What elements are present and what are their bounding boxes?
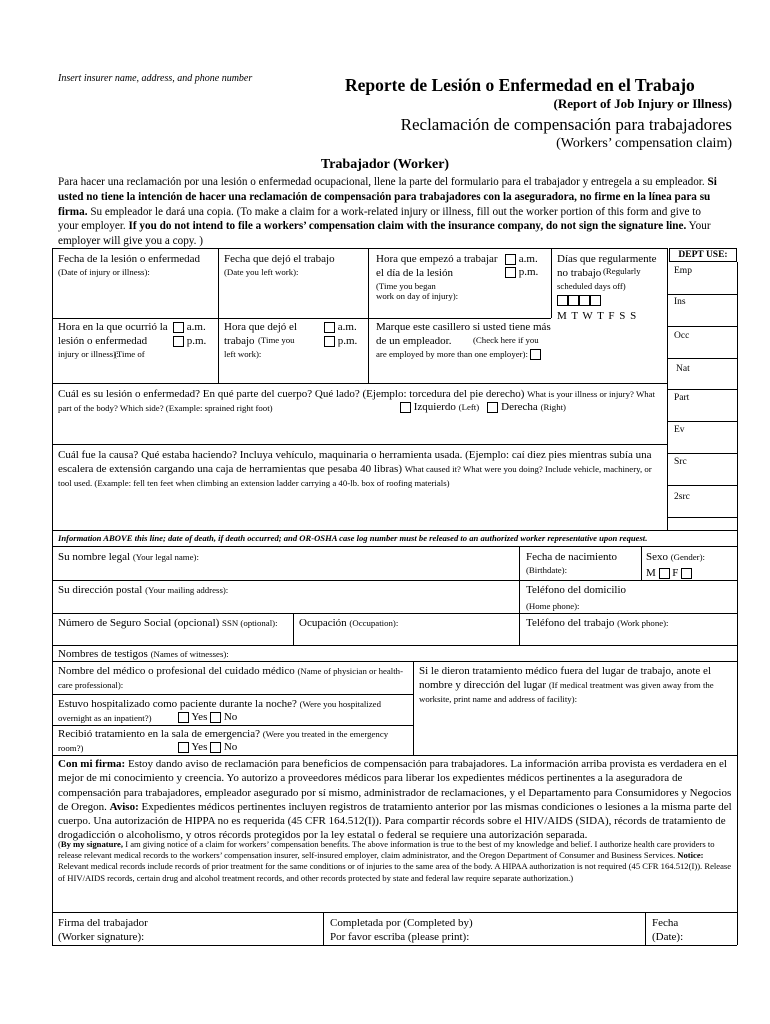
dept-use-ins: Ins [674, 297, 686, 307]
am-checkbox[interactable] [173, 322, 184, 333]
er-question: Recibió tratamiento en la sala de emergencia? (Were you treated in the emergency room?) [58, 728, 389, 753]
birthdate-field[interactable]: Fecha de nacimiento (Birthdate): [526, 551, 618, 575]
dept-use-heading: DEPT USE: [669, 248, 737, 262]
dept-use-emp: Emp [674, 266, 692, 276]
legal-name-field[interactable]: Su nombre legal (Your legal name): [58, 551, 199, 563]
grid-line [667, 453, 737, 454]
male-checkbox[interactable] [659, 568, 670, 579]
ssn-field[interactable]: Número de Seguro Social (opcional) SSN (optional): [58, 617, 278, 629]
grid-line [293, 613, 294, 645]
grid-line [737, 262, 738, 530]
hospitalized-options: Yes No [178, 711, 237, 725]
er-yes-checkbox[interactable] [178, 742, 189, 753]
pm-checkbox[interactable] [173, 336, 184, 347]
grid-line [52, 694, 413, 695]
grid-line [413, 661, 414, 755]
form-title-en: (Report of Job Injury or Illness) [553, 96, 732, 111]
er-no-checkbox[interactable] [210, 742, 221, 753]
completed-by-field[interactable]: Completada por (Completed by) Por favor escriba (please print): [330, 917, 473, 943]
grid-line [52, 580, 737, 581]
am-checkbox[interactable] [324, 322, 335, 333]
grid-line [551, 248, 552, 318]
grid-line [667, 421, 737, 422]
form-subtitle-es: Reclamación de compensación para trabajadores [400, 115, 732, 134]
time-left-work-field[interactable]: Hora que dejó el trabajo left work): [224, 321, 297, 359]
am-checkbox[interactable] [505, 254, 516, 265]
scheduled-days-off-field: Días que regularmente no trabajo scheduled days off) M T W T F S S [557, 253, 665, 324]
worker-section-heading: Trabajador (Worker) [320, 157, 450, 172]
grid-line [323, 912, 324, 945]
dept-use-2src: 2src [674, 492, 690, 502]
grid-line [641, 547, 642, 580]
injury-description-field[interactable]: Cuál es su lesión o enfermedad? En qué parte del cuerpo? Qué lado? (Ejemplo: torcedura del pie derecho) What is your illness or injury? What part of the body? Which side? (Example: sprained right foot) [58, 388, 655, 413]
grid-line [52, 645, 737, 646]
dept-use-ev: Ev [674, 425, 685, 435]
right-side-checkbox[interactable] [487, 402, 498, 413]
gender-field: Sexo (Gender): M F [646, 551, 705, 579]
grid-line [667, 326, 737, 327]
date-of-injury-field[interactable]: Fecha de la lesión o enfermedad (Date of injury or illness): [58, 253, 201, 277]
home-phone-field[interactable]: Teléfono del domicilio (Home phone): [526, 584, 627, 611]
grid-line [368, 248, 369, 383]
female-checkbox[interactable] [681, 568, 692, 579]
regularly-label: (Regularly [603, 266, 641, 276]
time-left-am[interactable]: a.m. [324, 321, 357, 335]
grid-line [52, 613, 737, 614]
grid-line [667, 485, 737, 486]
time-of-injury-field[interactable]: Hora en la que ocurrió la lesión o enfermedad injury or illness): [58, 321, 168, 359]
mailing-address-field[interactable]: Su dirección postal (Your mailing address): [58, 584, 229, 596]
release-notice-banner: Information ABOVE this line; date of death, if death occurred; and OR-OSHA case log number must be released to an authorized worker representative upon request. [52, 530, 738, 547]
time-left-pm[interactable]: p.m. [324, 335, 357, 349]
worker-instructions: Para hacer una reclamación por una lesión o enfermedad ocupacional, llene la parte del formulario para el trabajador y entregela a su empleador. Si usted no tiene la intención de hacer una reclamación de compensación para trabajadores con la aseguradora, no firme en la línea para su firma. Su empleador le dará una copia. (To make a claim for a work-related injury or illness, fill out the worker portion of this form and give to your employer. If you do not intend to file a workers’ compensation claim with the insurance company, do not sign the signature line. Your employer will give you a copy. ) [58, 176, 717, 248]
offsite-treatment-field[interactable]: Si le dieron tratamiento médico fuera del lugar de trabajo, anote el nombre y dirección del lugar (If medical treatment was given away from the worksite, print name and address of facility): [419, 665, 714, 704]
side-options: Izquierdo (Left) Derecha (Right) [400, 401, 566, 415]
time-began-pm[interactable]: p.m. [505, 266, 538, 280]
grid-line [645, 912, 646, 945]
left-side-checkbox[interactable] [400, 402, 411, 413]
time-began-work-field[interactable]: Hora que empezó a trabajar el día de la lesión (Time you began work on day of injury): [376, 253, 498, 302]
check-here-label: (Check here if you [473, 335, 539, 345]
day-checkbox[interactable] [557, 295, 568, 306]
dept-use-occ: Occ [674, 331, 690, 341]
time-injury-am[interactable]: a.m. [173, 321, 206, 335]
dept-use-nat: Nat [676, 364, 690, 374]
signature-notice-en: (By my signature, I am giving notice of a claim for workers’ compensation benefits. The above information is true to the best of my knowledge and belief. I authorize health care providers to release relevant medical records to the workers’ compensation insurer, self-insured employer, claim administrator, and the Oregon Department of Consumer and Business Services. Notice: Relevant medical records include records of prior treatment for the same conditions or of injuries to the same area of the body. A HIPAA authorization is not required (45 CFR 164.512(I)). Release of HIV/AIDS records, certain drug and alcohol treatment records, and other records protected by state and federal law require separate authorization.) [58, 839, 732, 883]
grid-line [52, 912, 737, 913]
day-checkbox[interactable] [568, 295, 579, 306]
day-letters: M T W T F S S [557, 310, 638, 323]
date-left-work-field[interactable]: Fecha que dejó el trabajo (Date you left work): [224, 253, 335, 277]
hospitalized-yes-checkbox[interactable] [178, 712, 189, 723]
hospitalized-no-checkbox[interactable] [210, 712, 221, 723]
grid-line [52, 945, 737, 946]
hospitalized-question: Estuvo hospitalizado como paciente durante la noche? (Were you hospitalized overnight as an inpatient?) [58, 698, 381, 723]
time-began-am[interactable]: a.m. [505, 253, 538, 267]
pm-checkbox[interactable] [505, 267, 516, 278]
day-checkboxes [557, 294, 665, 308]
grid-line [52, 383, 667, 384]
insurer-placeholder: Insert insurer name, address, and phone number [58, 73, 253, 84]
signature-notice-es: Con mi firma: Estoy dando aviso de reclamación para beneficios de compensación para trabajadores. La información arriba provista es verdadera en el mejor de mi conocimiento y creencia. Yo autorizo a proveedores médicos para liberar los expedientes médicos pertinentes a la aseguradora de compensación para trabajadores, empleador asegurado por sí mismo, administrador de reclamaciones, y el Departamento para Consumidores y Negocios de Oregon. Aviso: Expedientes médicos pertinentes incluyen registros de tratamiento anterior por las mismas condiciones o lesiones a la misma parte del cuerpo. Una autorización de HIPPA no es requerida (45 CFR 164.512(I)). Para compartir récords sobre el HIV/AIDS (SIDA), récords de tratamiento de drogadicción o alcoholismo, y otros récords protegidos por la ley estatal o federal se requiere una autorización separada. [58, 758, 732, 842]
multi-employer-field: Marque este casillero si usted tiene más de un empleador. are employed by more than one employer): [376, 321, 551, 359]
witnesses-field[interactable]: Nombres de testigos (Names of witnesses): [58, 648, 229, 660]
form-title-es: Reporte de Lesión o Enfermedad en el Trabajo [345, 75, 695, 95]
time-of-label: (Time of [114, 349, 145, 359]
grid-line [519, 547, 520, 613]
er-options: Yes No [178, 741, 237, 755]
worker-signature-field[interactable]: Firma del trabajador (Worker signature): [58, 917, 148, 943]
grid-line [519, 613, 520, 645]
grid-line [52, 248, 53, 530]
pm-checkbox[interactable] [324, 336, 335, 347]
time-injury-pm[interactable]: p.m. [173, 335, 206, 349]
grid-line [52, 547, 53, 945]
grid-line [52, 318, 551, 319]
time-you-label: (Time you [258, 335, 295, 345]
grid-line [52, 444, 667, 445]
grid-line [667, 294, 737, 295]
dept-use-src: Src [674, 457, 687, 467]
signature-date-field[interactable]: Fecha (Date): [652, 917, 684, 943]
grid-line [218, 248, 219, 383]
day-checkbox[interactable] [579, 295, 590, 306]
physician-name-field[interactable]: Nombre del médico o profesional del cuidado médico (Name of physician or health-care professional): [58, 665, 404, 690]
work-phone-field[interactable]: Teléfono del trabajo (Work phone): [526, 617, 669, 629]
multi-employer-checkbox[interactable] [530, 349, 541, 360]
day-checkbox[interactable] [590, 295, 601, 306]
grid-line [52, 248, 667, 249]
grid-line [667, 517, 737, 518]
grid-line [667, 358, 737, 359]
dept-use-part: Part [674, 393, 690, 403]
occupation-field[interactable]: Ocupación (Occupation): [299, 617, 399, 629]
form-subtitle-en: (Workers’ compensation claim) [556, 136, 732, 151]
injury-cause-field[interactable]: Cuál fue la causa? Qué estaba haciendo? Incluya vehículo, maquinaria o herramienta usada. (Ejemplo: caí diez pies mientras subía una escalera de extensión cargando una caja de herramientas que pesaba 40 libras) What caused it? What were you doing? Include vehicle, machinery, or tool used. (Example: fell ten feet when climbing an extension ladder carrying a 40-lb. box of roofing materials) [58, 449, 652, 488]
grid-line [667, 389, 737, 390]
grid-line [737, 547, 738, 945]
